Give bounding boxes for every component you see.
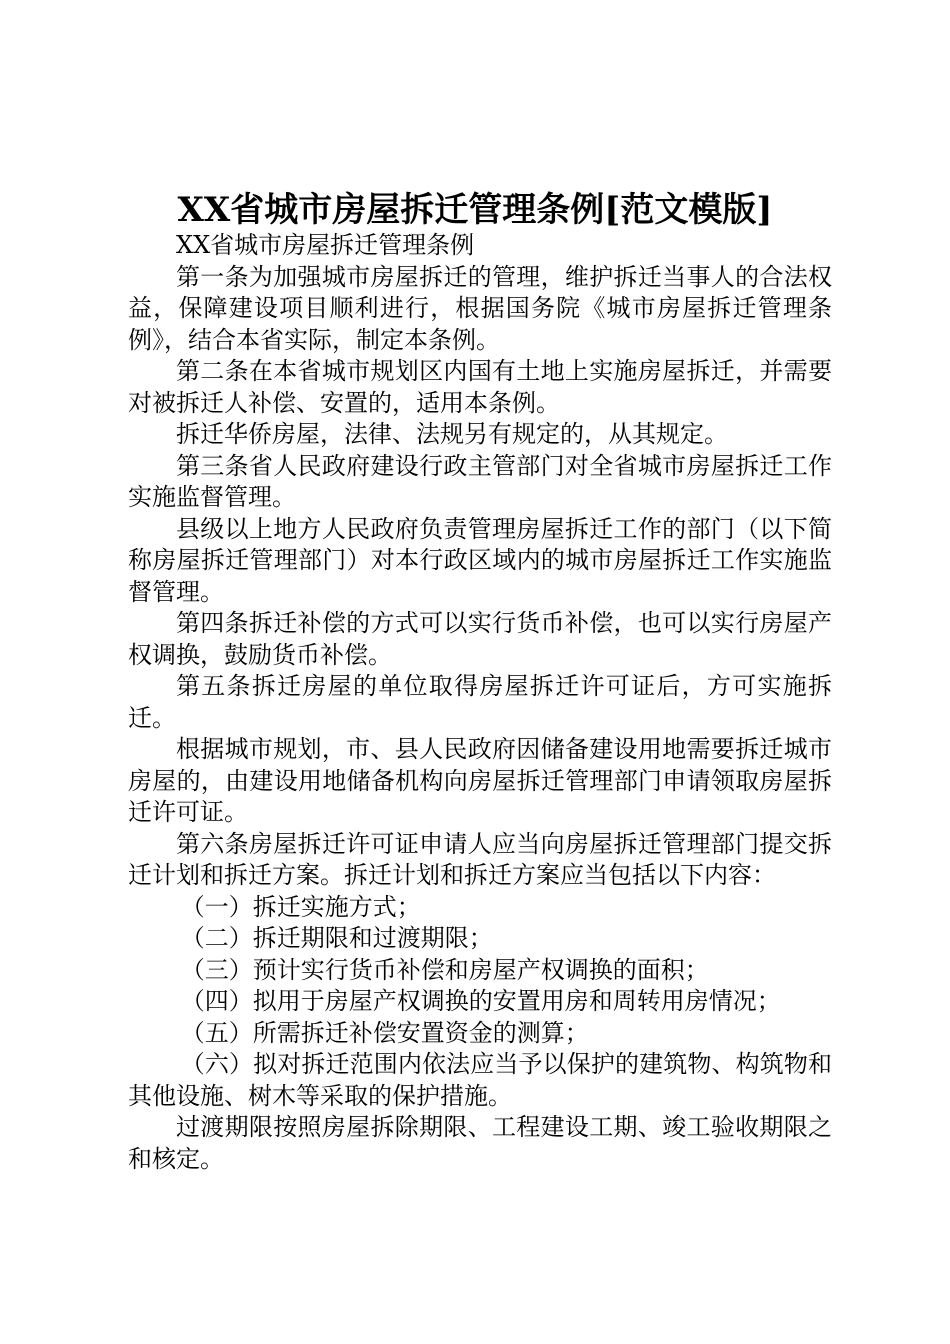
list-item: （四）拟用于房屋产权调换的安置用房和周转用房情况； — [180, 987, 781, 1015]
document-title: XX省城市房屋拆迁管理条例[范文模版] — [177, 190, 773, 230]
overseas-chinese-paragraph: 拆迁华侨房屋，法律、法规另有规定的，从其规定。 — [176, 420, 728, 448]
subtitle-paragraph: XX省城市房屋拆迁管理条例 — [176, 231, 475, 259]
transition-period-paragraph: 过渡期限按照房屋拆除期限、工程建设工期、竣工验收期限之和核定。 — [128, 1113, 832, 1173]
list-item: （一）拆迁实施方式； — [180, 892, 421, 921]
article-4-paragraph: 第四条拆迁补偿的方式可以实行货币补偿，也可以实行房屋产权调换，鼓励货币补偿。 — [128, 609, 832, 669]
list-item: （二）拆迁期限和过渡期限； — [180, 924, 493, 952]
article-1-paragraph: 第一条为加强城市房屋拆迁的管理，维护拆迁当事人的合法权益，保障建设项目顺利进行，根据国务院《城市房屋拆迁管理条例》，结合本省实际，制定本条例。 — [128, 262, 832, 354]
document-body — [128, 230, 832, 1175]
article-3-paragraph: 第三条省人民政府建设行政主管部门对全省城市房屋拆迁工作实施监督管理。 — [128, 451, 832, 511]
county-level-paragraph: 县级以上地方人民政府负责管理房屋拆迁工作的部门（以下简称房屋拆迁管理部门）对本行政区域内的城市房屋拆迁工作实施监督管理。 — [128, 514, 832, 606]
list-item: （五）所需拆迁补偿安置资金的测算； — [180, 1018, 589, 1047]
article-5-paragraph: 第五条拆迁房屋的单位取得房屋拆迁许可证后，方可实施拆迁。 — [128, 672, 832, 732]
urban-planning-paragraph: 根据城市规划，市、县人民政府因储备建设用地需要拆迁城市房屋的，由建设用地储备机构向房屋拆迁管理部门申请领取房屋拆迁许可证。 — [128, 735, 832, 826]
list-item: （三）预计实行货币补偿和房屋产权调换的面积； — [180, 955, 709, 984]
article-2-paragraph: 第二条在本省城市规划区内国有土地上实施房屋拆迁，并需要对被拆迁人补偿、安置的，适用本条例。 — [128, 357, 832, 417]
article-6-paragraph: 第六条房屋拆迁许可证申请人应当向房屋拆迁管理部门提交拆迁计划和拆迁方案。拆迁计划和拆迁方案应当包括以下内容： — [128, 829, 832, 889]
list-item: （六）拟对拆迁范围内依法应当予以保护的建筑物、构筑物和其他设施、树木等采取的保护措施。 — [128, 1050, 832, 1110]
